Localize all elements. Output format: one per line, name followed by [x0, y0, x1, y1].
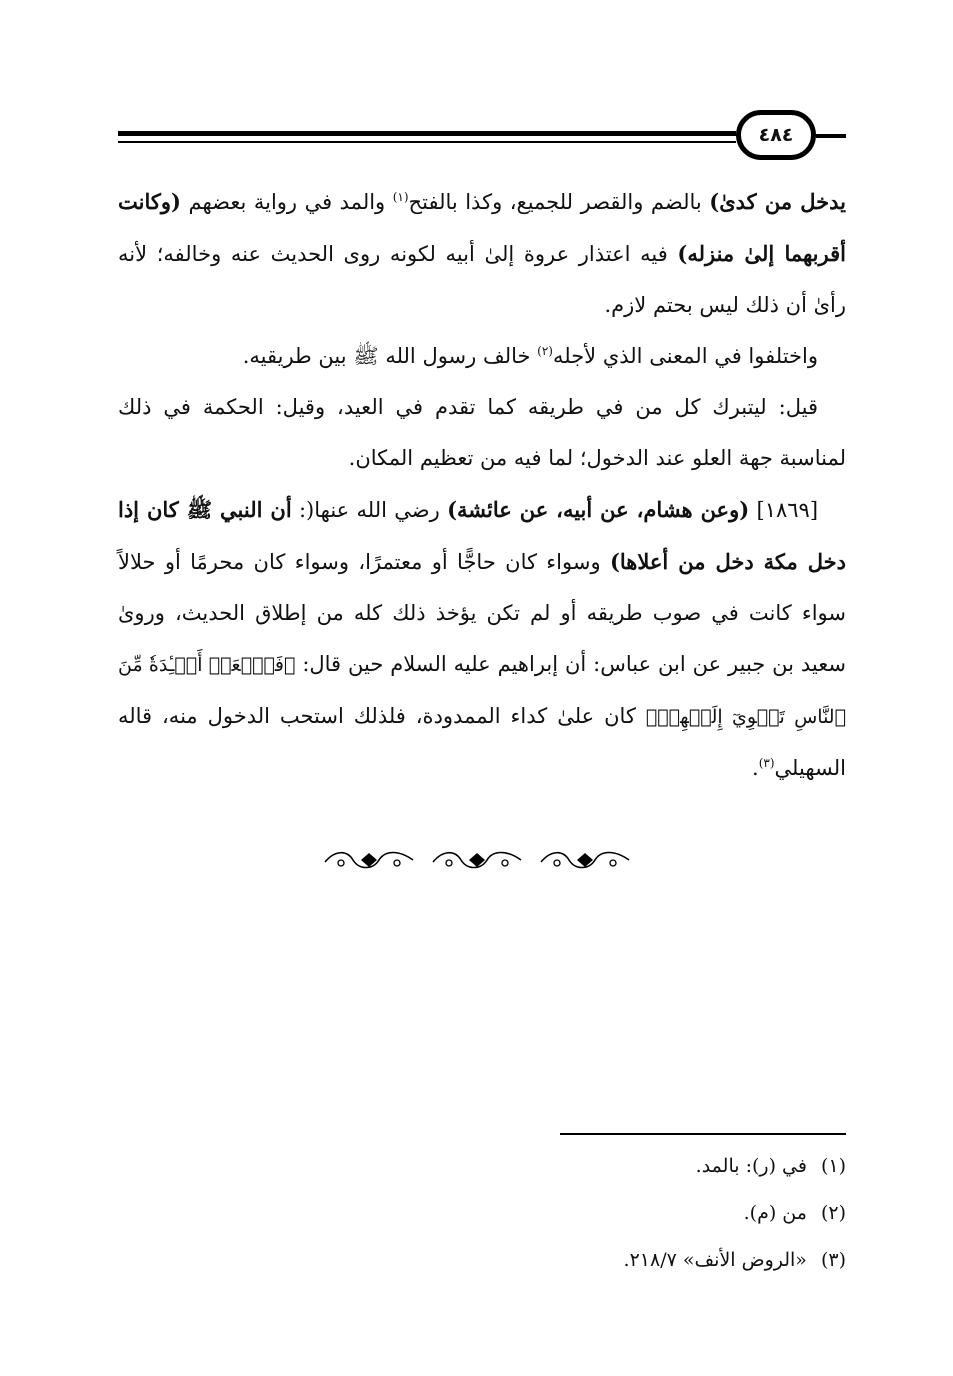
text-run: واختلفوا في المعنى الذي لأجله [552, 344, 818, 368]
paragraph-1 [118, 176, 846, 331]
bold-phrase: أن النبي ﷺ كان إذا دخل مكة دخل من أعلاها) [118, 497, 846, 574]
ornament-flourish [321, 848, 417, 872]
bold-phrase: (وكانت أقربهما إلىٰ منزله) [118, 189, 846, 266]
header-rule-thin [118, 141, 736, 143]
paragraph-4 [118, 484, 846, 794]
footnote-number: (٣) [820, 1249, 846, 1271]
text-run: فيه اعتذار عروة إلىٰ أبيه لكونه روى الحديث عنه وخالفه؛ لأنه رأىٰ أن ذلك ليس بحتم لازم. [118, 242, 846, 317]
bold-phrase: (وعن هشام، عن أبيه، عن عائشة) [447, 497, 750, 522]
footnote-ref-3: (٣) [758, 756, 775, 770]
section-divider-ornament [0, 848, 953, 872]
footnote-ref-1: (١) [392, 190, 409, 204]
text-run: وسواء كان حاجًّا أو معتمرًا، وسواء كان محرمًا أو حلالاً سواء كانت في صوب طريقه أو لم تكن يؤخذ ذلك كله من إطلاق الحديث، وروىٰ سعيد بن جبير عن ابن عباس: أن إبراهيم عليه السلام حين قال: [118, 550, 846, 676]
footnote-2 [480, 1190, 846, 1237]
text-run: . [752, 756, 759, 780]
text-run: رضي الله عنها(: [291, 498, 448, 522]
page-number-badge [736, 110, 816, 160]
text-run: بالضم والقصر للجميع، وكذا بالفتح [408, 190, 710, 214]
hadith-number: [١٨٦٩] [749, 498, 819, 522]
footnote-ref-2: (٢) [537, 344, 553, 358]
bold-phrase: يدخل من كدىٰ) [709, 189, 846, 214]
page-header [118, 110, 846, 160]
footnote-text: في (ر): بالمد. [695, 1155, 807, 1177]
footnote-number: (١) [820, 1155, 846, 1177]
text-run: كان علىٰ كداء الممدودة، فلذلك استحب الدخول منه، قاله السهيلي [118, 704, 846, 780]
paragraph-3 [118, 382, 846, 484]
text-run: خالف رسول الله ﷺ بين طريقيه. [242, 344, 538, 368]
footnote-separator [560, 1133, 846, 1135]
quran-verse: ﴿فَٱجۡعَلۡ أَفۡـِٔدَةٗ مِّنَ ٱلنَّاسِ تَهۡوِيٓ إِلَيۡهِمۡ﴾ [118, 654, 846, 728]
header-rule-right [816, 134, 846, 138]
ornament-flourish [429, 848, 525, 872]
footnotes [480, 1143, 846, 1284]
paragraph-2 [118, 331, 846, 382]
footnote-text: من (م). [743, 1202, 807, 1224]
footnote-text: «الروض الأنف» ٢١٨/٧. [623, 1249, 807, 1271]
footnote-number: (٢) [820, 1202, 846, 1224]
header-rule-thick [118, 131, 736, 136]
main-text [118, 176, 846, 794]
footnote-1 [480, 1143, 846, 1190]
footnote-3 [480, 1237, 846, 1284]
text-run: والمد في رواية بعضهم [180, 190, 393, 214]
ornament-flourish [537, 848, 633, 872]
page-number: ٤٨٤ [758, 124, 794, 146]
text-run: قيل: ليتبرك كل من في طريقه كما تقدم في العيد، وقيل: الحكمة في ذلك لمناسبة جهة العلو عند الدخول؛ لما فيه من تعظيم المكان. [118, 395, 846, 470]
